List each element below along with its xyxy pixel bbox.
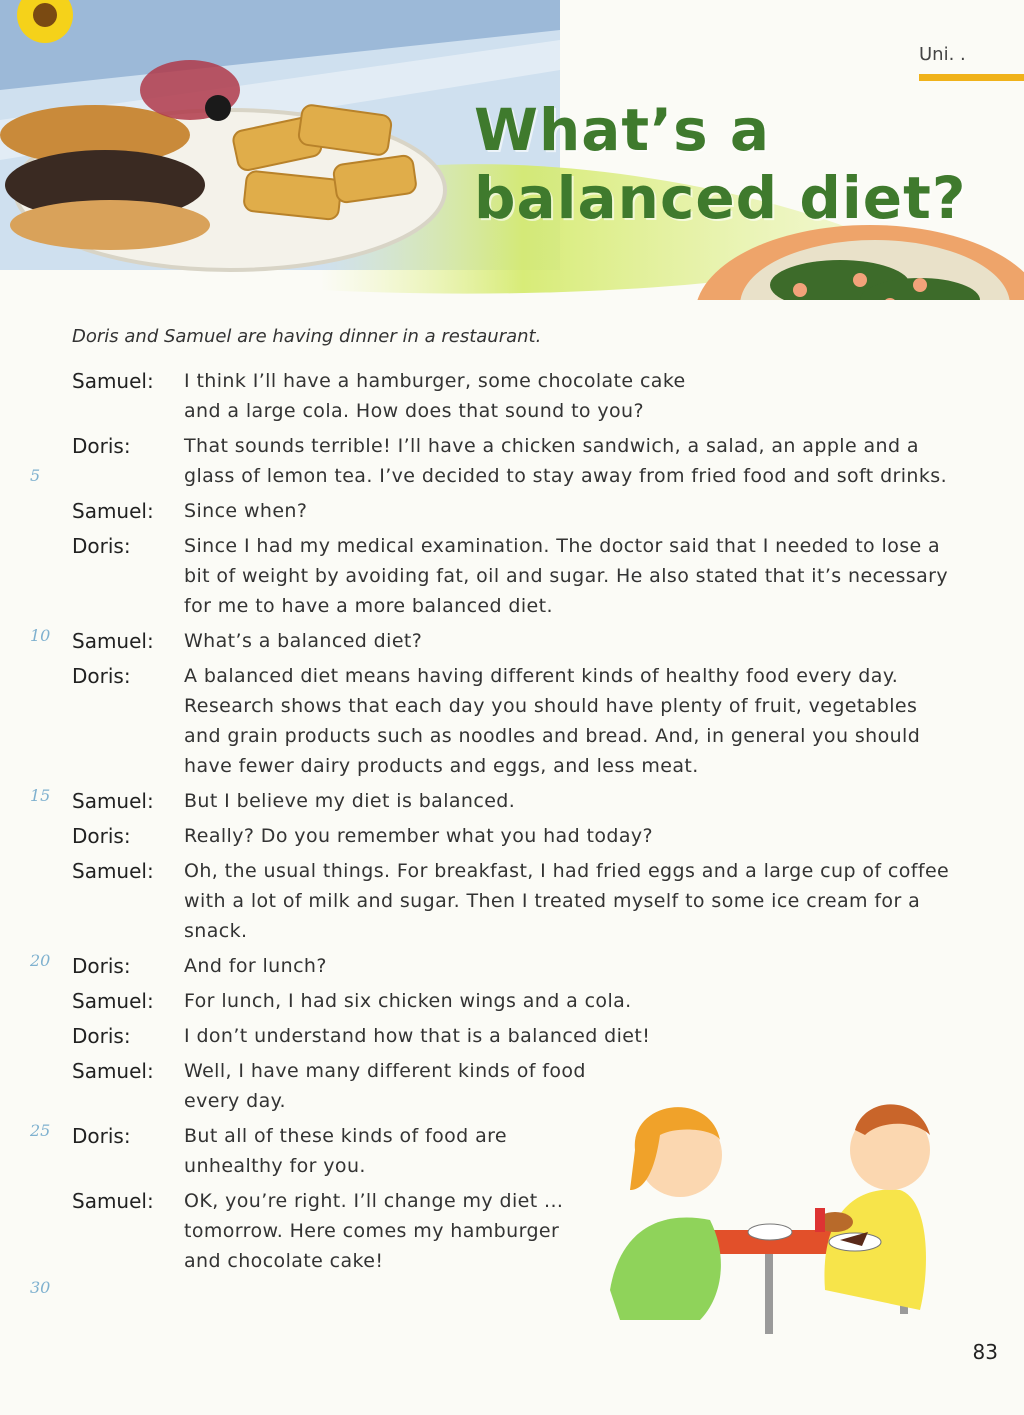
speech-text: I think I’ll have a hamburger, some chocolate cake and a large cola. How does that sound to you? <box>184 370 686 422</box>
speaker: Samuel: <box>72 629 154 653</box>
speaker: Doris: <box>72 1124 131 1148</box>
dialogue-turn <box>72 1121 592 1181</box>
speech-text: Oh, the usual things. For breakfast, I had fried eggs and a large cup of coffee with a lot of milk and sugar. Then I treated myself to some ice cream for a snack. <box>184 860 950 942</box>
dialogue-turn <box>72 661 952 781</box>
dialogue-turn <box>72 366 702 426</box>
dialogue-turn <box>72 496 952 526</box>
dialogue-turn <box>72 786 952 816</box>
line-number: 10 <box>30 626 51 645</box>
page-title <box>474 96 967 232</box>
speech-text: But all of these kinds of food are unhealthy for you. <box>184 1125 508 1177</box>
speech-text: Well, I have many different kinds of food every day. <box>184 1060 586 1112</box>
dialogue-turn <box>72 1056 592 1116</box>
speech-text: Since when? <box>184 500 308 522</box>
speech-text: Really? Do you remember what you had today? <box>184 825 653 847</box>
dialogue-turn <box>72 626 952 656</box>
speech-text: What’s a balanced diet? <box>184 630 423 652</box>
dialogue-turn <box>72 1186 592 1276</box>
unit-tab <box>919 44 1024 81</box>
speaker: Samuel: <box>72 369 154 393</box>
dinner-cartoon-illustration <box>600 1090 930 1340</box>
page-number: 83 <box>972 1340 998 1364</box>
dialogue-turn <box>72 951 952 981</box>
line-number: 5 <box>30 466 41 485</box>
cola-cup-icon <box>815 1208 825 1232</box>
speech-text: Since I had my medical examination. The doctor said that I needed to lose a bit of weight by avoiding fat, oil and sugar. He also stated that it’s necessary for me to have a more balanced diet. <box>184 535 948 617</box>
line-number: 30 <box>30 1278 51 1297</box>
speech-text: And for lunch? <box>184 955 327 977</box>
speech-text: OK, you’re right. I’ll change my diet ... tomorrow. Here comes my hamburger and chocolate cake! <box>184 1190 564 1272</box>
dialogue-turn <box>72 1021 952 1051</box>
title-line-2: balanced diet? <box>474 164 967 232</box>
speaker: Samuel: <box>72 859 154 883</box>
speaker: Doris: <box>72 534 131 558</box>
dialogue-turn <box>72 431 952 491</box>
olive-icon <box>205 95 231 121</box>
speaker: Samuel: <box>72 789 154 813</box>
speech-text: That sounds terrible! I’ll have a chicken sandwich, a salad, an apple and a glass of lemon tea. I’ve decided to stay away from fried food and soft drinks. <box>184 435 948 487</box>
speech-text: I don’t understand how that is a balanced diet! <box>184 1025 651 1047</box>
title-line-1: What’s a <box>474 96 771 164</box>
speaker: Doris: <box>72 824 131 848</box>
speaker: Samuel: <box>72 989 154 1013</box>
speech-text: For lunch, I had six chicken wings and a cola. <box>184 990 632 1012</box>
speaker: Samuel: <box>72 499 154 523</box>
doris-body-icon <box>610 1218 721 1320</box>
intro-text: Doris and Samuel are having dinner in a restaurant. <box>72 326 542 347</box>
speaker: Doris: <box>72 664 131 688</box>
dialogue-turn <box>72 856 952 946</box>
dialogue-turn <box>72 986 952 1016</box>
speech-text: A balanced diet means having different kinds of healthy food every day. Research shows that each day you should have plenty of fruit, vegetables and grain products such as noodles and bread. And, in general you should have fewer dairy products and eggs, and less meat. <box>184 665 921 777</box>
line-number: 15 <box>30 786 51 805</box>
speaker: Doris: <box>72 954 131 978</box>
speaker: Doris: <box>72 434 131 458</box>
line-number: 20 <box>30 951 51 970</box>
speech-text: But I believe my diet is balanced. <box>184 790 516 812</box>
speaker: Doris: <box>72 1024 131 1048</box>
dialogue-turn <box>72 531 952 621</box>
speaker: Samuel: <box>72 1059 154 1083</box>
speaker: Samuel: <box>72 1189 154 1213</box>
line-number: 25 <box>30 1121 51 1140</box>
dialogue-turn <box>72 821 952 851</box>
unit-label: Uni. . <box>919 44 966 65</box>
